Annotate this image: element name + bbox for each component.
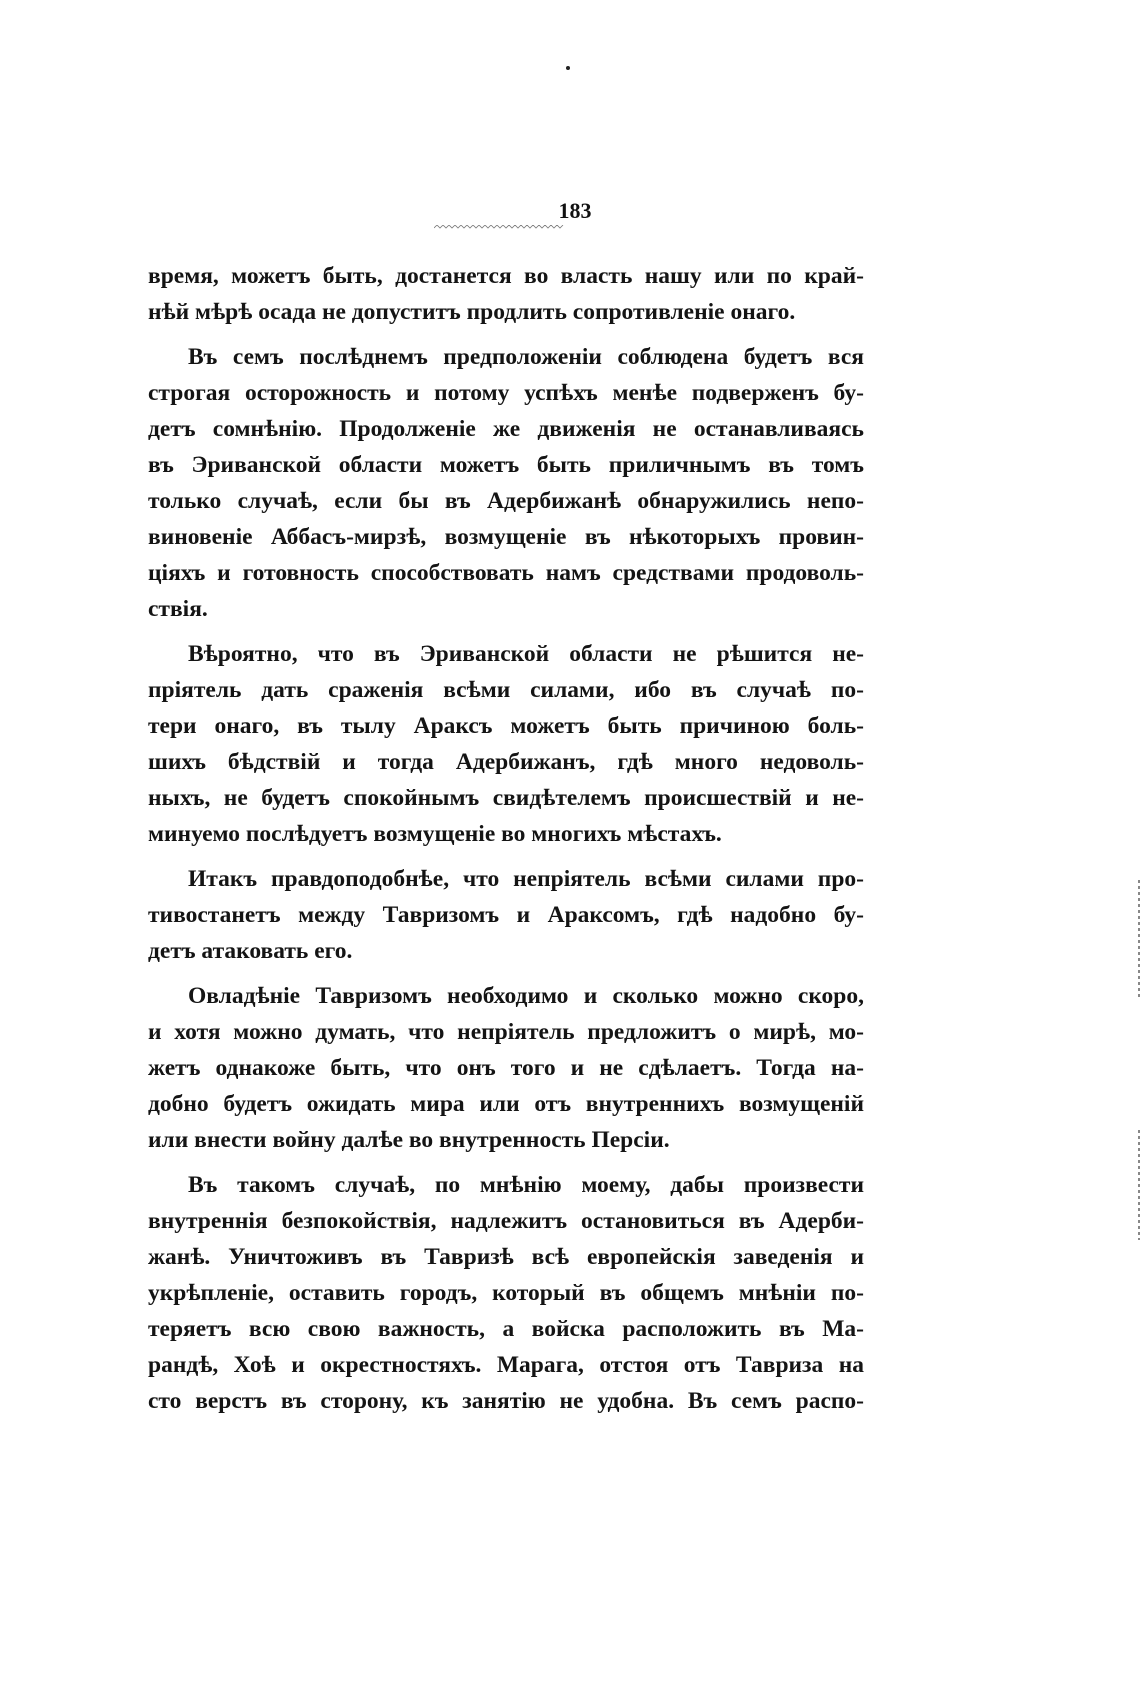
paragraph <box>148 339 864 627</box>
text-line: детъ атаковать его. <box>148 938 353 964</box>
text-line: добно будетъ ожидать мира или отъ внутреннихъ возмущеній <box>148 1091 864 1117</box>
text-line: укрѣпленіе, оставить городъ, который въ общемъ мнѣніи по- <box>148 1280 864 1306</box>
text-line: тери онаго, въ тылу Араксъ можетъ быть причиною боль- <box>148 713 864 739</box>
text-line: и хотя можно думать, что непріятель предложитъ о мирѣ, мо- <box>148 1019 864 1045</box>
header-ornament <box>434 225 564 231</box>
text-line: теряетъ всю свою важность, а войска расположить въ Ма- <box>148 1316 864 1342</box>
text-line: строгая осторожность и потому успѣхъ менѣе подверженъ бу- <box>148 380 864 406</box>
text-line: нѣй мѣрѣ осада не допуститъ продлить сопротивленіе онаго. <box>148 299 796 325</box>
paragraph <box>148 258 864 330</box>
text-line: жанѣ. Уничтоживъ въ Тавризѣ всѣ европейскія заведенія и <box>148 1244 864 1270</box>
text-line: или внести войну далѣе во внутренность Персіи. <box>148 1127 670 1153</box>
text-line: рандѣ, Хоѣ и окрестностяхъ. Марага, отстоя отъ Тавриза на <box>148 1352 864 1378</box>
paragraph <box>148 636 864 852</box>
paragraph <box>148 978 864 1158</box>
paragraph <box>148 1167 864 1419</box>
text-line: виновеніе Аббасъ-мирзѣ, возмущеніе въ нѣкоторыхъ провин- <box>148 524 864 550</box>
text-line: Итакъ правдоподобнѣе, что непріятель всѣми силами про- <box>188 866 864 892</box>
text-line: ціяхъ и готовность способствовать намъ средствами продоволь- <box>148 560 864 586</box>
text-line: въ Эриванской области можетъ быть приличнымъ въ томъ <box>148 452 864 478</box>
text-line: шихъ бѣдствій и тогда Адербижанъ, гдѣ много недоволь- <box>148 749 864 775</box>
text-line: Въ такомъ случаѣ, по мнѣнію моему, дабы произвести <box>188 1172 864 1198</box>
text-line: ствія. <box>148 596 208 622</box>
text-line: Вѣроятно, что въ Эриванской области не рѣшится не- <box>188 641 864 667</box>
text-line: Овладѣніе Тавризомъ необходимо и сколько можно скоро, <box>188 983 864 1009</box>
text-line: ныхъ, не будетъ спокойнымъ свидѣтелемъ происшествій и не- <box>148 785 864 811</box>
text-line: тивостанетъ между Тавризомъ и Араксомъ, гдѣ надобно бу- <box>148 902 864 928</box>
scan-speck <box>566 66 570 70</box>
text-line: время, можетъ быть, достанется во власть нашу или по край- <box>148 263 864 289</box>
text-line: Въ семъ послѣднемъ предположеніи соблюдена будетъ вся <box>188 344 864 370</box>
text-line: детъ сомнѣнію. Продолженіе же движенія не останавливаясь <box>148 416 864 442</box>
page-number: 183 <box>558 198 592 223</box>
paragraph <box>148 861 864 969</box>
body-text <box>148 258 864 1419</box>
text-line: внутреннія безпокойствія, надлежитъ остановиться въ Адерби- <box>148 1208 864 1234</box>
text-line: жетъ однакоже быть, что онъ того и не сдѣлаетъ. Тогда на- <box>148 1055 864 1081</box>
text-line: пріятель дать сраженія всѣми силами, ибо въ случаѣ по- <box>148 677 864 703</box>
text-line: только случаѣ, если бы въ Адербижанѣ обнаружились непо- <box>148 488 864 514</box>
text-line: минуемо послѣдуетъ возмущеніе во многихъ мѣстахъ. <box>148 821 722 847</box>
text-line: сто верстъ въ сторону, къ занятію не удобна. Въ семъ распо- <box>148 1388 864 1414</box>
